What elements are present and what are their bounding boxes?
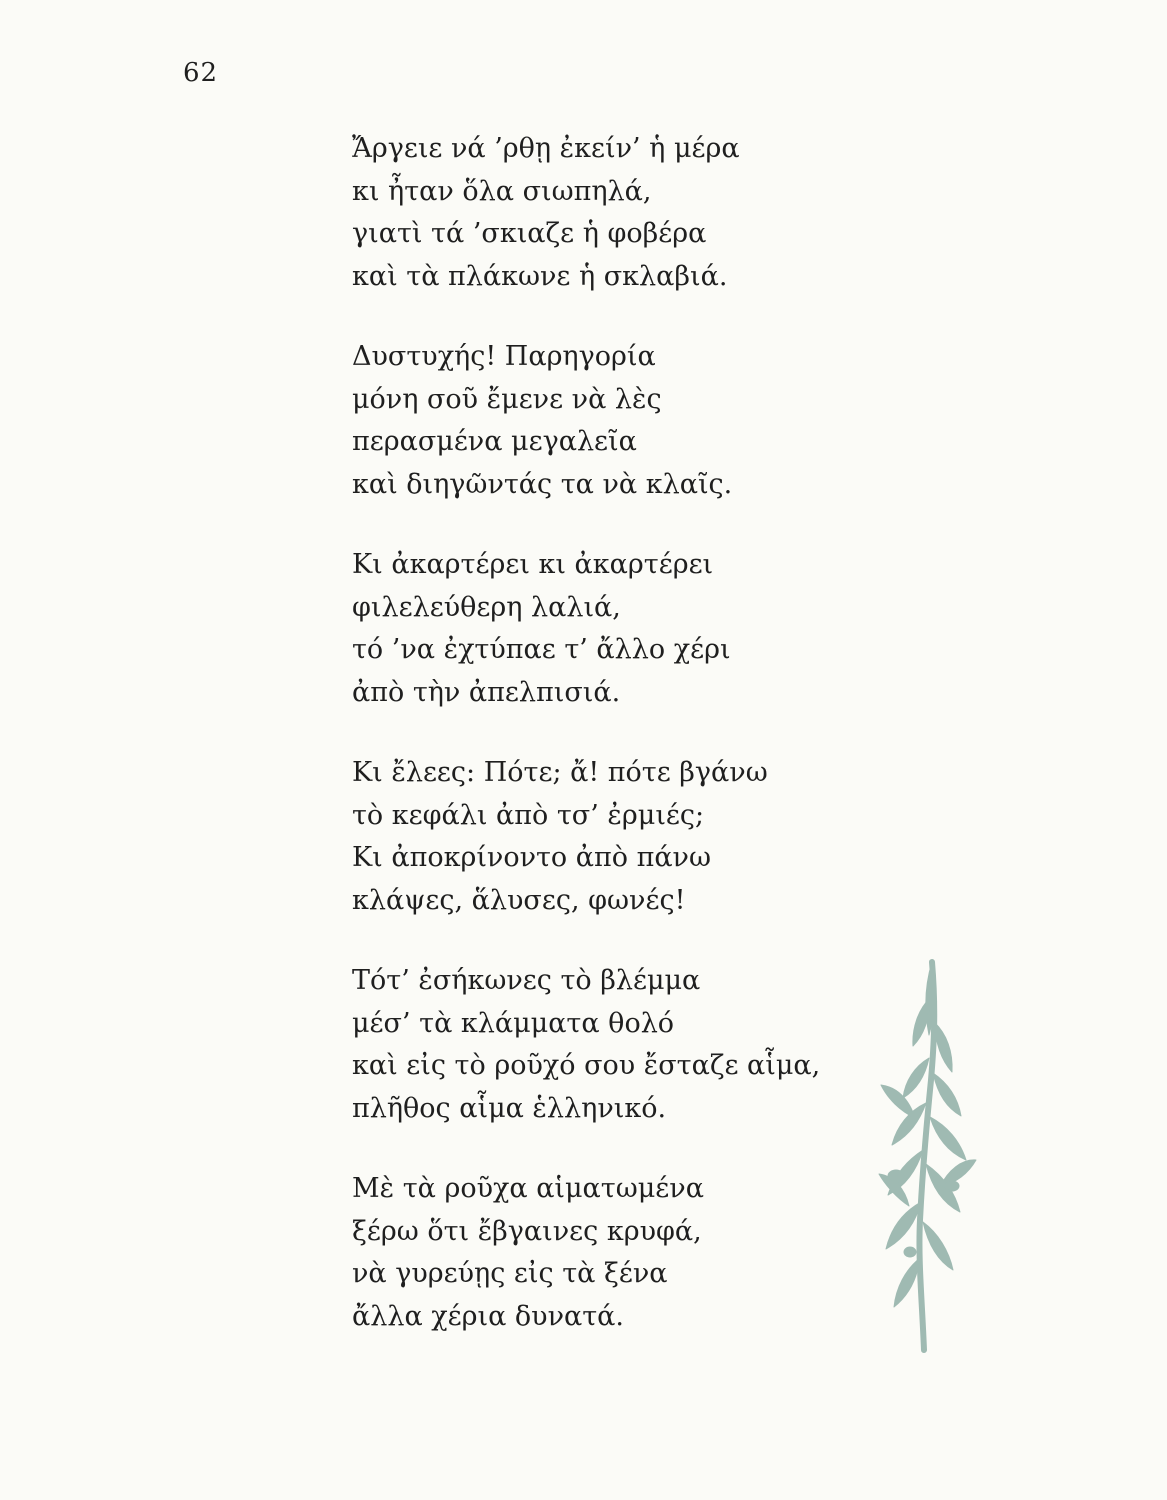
poem-line: περασμένα μεγαλεῖα [352, 426, 637, 457]
poem-line: Κι ἀκαρτέρει κι ἀκαρτέρει [352, 549, 714, 580]
poem-line: μόνη σοῦ ἔμενε νὰ λὲς [352, 383, 662, 415]
poem-line: κλάψες, ἅλυσες, φωνές! [352, 884, 686, 916]
stanza-5 [352, 960, 852, 1130]
page-number: 62 [183, 58, 219, 88]
poem-line: Κι ἀποκρίνοντο ἀπὸ πάνω [352, 842, 711, 873]
stanza-6 [352, 1168, 852, 1338]
poem-line: μέσ’ τὰ κλάμματα θολό [352, 1007, 675, 1039]
poem-line: Κι ἔλεες: Πότε; ἄ! πότε βγάνω [352, 757, 768, 788]
poem-line: Τότ’ ἐσήκωνες τὸ βλέμμα [352, 965, 701, 996]
poem-line: Ἄργειε νά ’ρθῃ ἐκείν’ ἡ μέρα [352, 133, 740, 164]
stanza-3 [352, 544, 852, 714]
poem-line: γιατὶ τά ’σκιαζε ἡ φοβέρα [352, 218, 707, 249]
poem-line: πλῆθος αἷμα ἑλληνικό. [352, 1092, 667, 1124]
poem-line: ἄλλα χέρια δυνατά. [352, 1300, 624, 1332]
stanza-1 [352, 128, 852, 298]
poem-line: καὶ διηγῶντάς τα νὰ κλαῖς. [352, 468, 733, 500]
poem-line: τὸ κεφάλι ἀπὸ τσ’ ἐρμιές; [352, 799, 705, 831]
olive-branch-icon [852, 940, 997, 1360]
poem-line: καὶ τὰ πλάκωνε ἡ σκλαβιά. [352, 260, 728, 292]
poem-line: Δυστυχής! Παρηγορία [352, 341, 656, 372]
poem-line: καὶ εἰς τὸ ροῦχό σου ἔσταζε αἷμα, [352, 1050, 821, 1081]
poem-line: ξέρω ὅτι ἔβγαινες κρυφά, [352, 1215, 702, 1247]
poem-line: κι ἦταν ὅλα σιωπηλά, [352, 175, 652, 207]
poem-line: φιλελεύθερη λαλιά, [352, 591, 621, 623]
poem-line: νὰ γυρεύῃς εἰς τὰ ξένα [352, 1258, 668, 1289]
poem-line: τό ’να ἐχτύπαε τ’ ἄλλο χέρι [352, 634, 731, 665]
poem-line: ἀπὸ τὴν ἀπελπισιά. [352, 676, 621, 708]
poem-line: Μὲ τὰ ροῦχα αἱματωμένα [352, 1173, 704, 1204]
stanza-4 [352, 752, 852, 922]
stanza-2 [352, 336, 852, 506]
poem [352, 128, 852, 1376]
